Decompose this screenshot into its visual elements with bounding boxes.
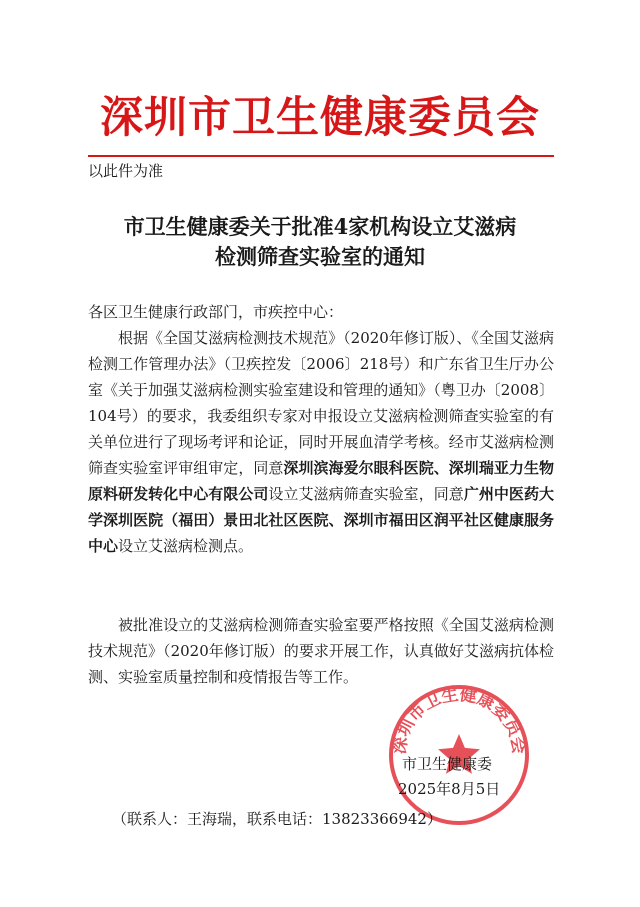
paragraph-1-text-c: 设立艾滋病检测点。: [118, 537, 254, 555]
paragraph-2: [88, 612, 554, 690]
approved-test-points: 广州中医药大学深圳医院（福田）景田北社区医院、深圳市福田区润平社区健康服务中心: [88, 485, 554, 555]
seal-text: 深圳市卫生健康委员会: [389, 684, 529, 756]
paragraph-1-text-b: 设立艾滋病筛查实验室，同意: [268, 485, 464, 503]
authority-note: 以此件为准: [88, 162, 164, 180]
paragraph-1-text-a: 根据《全国艾滋病检测技术规范》（2020年修订版）、《全国艾滋病检测工作管理办法》（卫疾控发〔2006〕218号）和广东省卫生厅办公室《关于加强艾滋病检测实验室建设和管理的通知》（粤卫办〔2008〕104号）的要求，我委组织专家对申报设立艾滋病检测筛查实验室的有关单位进行了现场考评和论证，同时开展血清学考核。经市艾滋病检测筛查实验室评审组审定，同意: [88, 329, 554, 477]
approved-labs: 深圳滨海爱尔眼科医院、深圳瑞亚力生物原料研发转化中心有限公司: [88, 459, 554, 503]
letterhead-divider: [88, 155, 554, 157]
document-title-line-1: 市卫生健康委关于批准4家机构设立艾滋病: [123, 214, 517, 239]
letterhead-title: 深圳市卫生健康委员会: [100, 93, 540, 143]
document-title-line-2: 检测筛查实验室的通知: [215, 244, 425, 269]
issue-date: 2025年8月5日: [398, 780, 501, 798]
paragraph-1: [88, 325, 554, 559]
salutation: 各区卫生健康行政部门，市疾控中心：: [88, 303, 344, 321]
paragraph-2-text: 被批准设立的艾滋病检测筛查实验室要严格按照《全国艾滋病检测技术规范》（2020年修订版）的要求开展工作，认真做好艾滋病抗体检测、实验室质量控制和疫情报告等工作。: [88, 616, 554, 686]
issuer-signature: 市卫生健康委: [402, 755, 493, 773]
contact-info: （联系人：王海瑞，联系电话：13823366942）: [112, 810, 442, 828]
